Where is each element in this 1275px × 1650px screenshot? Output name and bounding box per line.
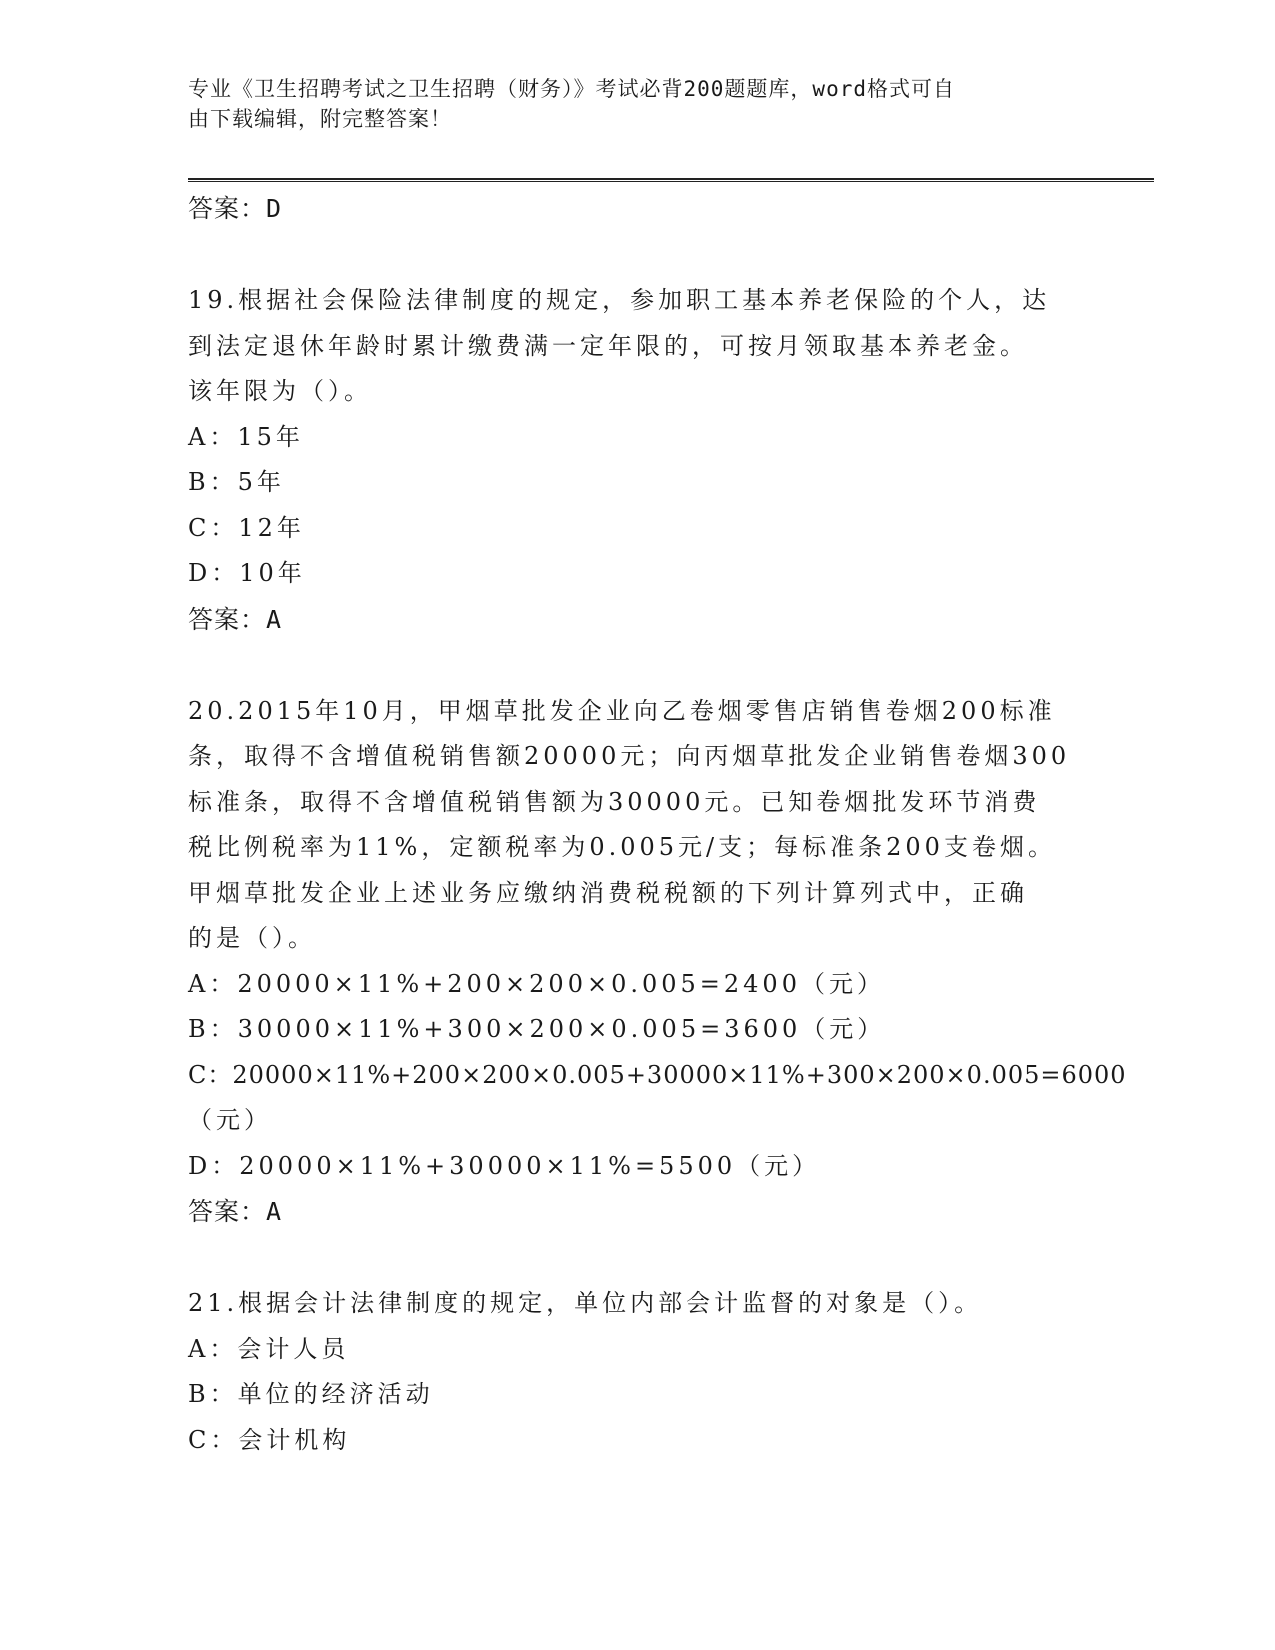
question-text-line: 19.根据社会保险法律制度的规定，参加职工基本养老保险的个人，达 [188,286,1051,314]
option-a [188,962,1088,1008]
header-line: 专业《卫生招聘考试之卫生招聘（财务）》考试必背200题题库，word格式可自 [188,77,955,101]
question-text-line: 该年限为（）。 [188,377,372,405]
option-text: C：会计机构 [188,1425,351,1454]
page-header [188,74,1068,134]
spacer [188,1235,1088,1281]
option-text-continued: （元） [188,1106,272,1134]
question-19 [188,278,1088,415]
option-text: B：单位的经济活动 [188,1380,434,1408]
question-20 [188,689,1088,962]
option-d [188,551,1088,597]
document-body [188,186,1127,1463]
spacer [188,643,1088,689]
option-b [188,1372,1088,1418]
option-text: C：12年 [188,513,305,542]
option-b [188,460,1088,506]
option-text: B：30000×11%+300×200×0.005=3600（元） [188,1015,886,1043]
answer-label: 答案：A [188,604,283,634]
option-text: B：5年 [188,468,285,496]
question-text-line: 21.根据会计法律制度的规定，单位内部会计监督的对象是（）。 [188,1289,983,1317]
option-text: C：20000×11%+200×200×0.005+30000×11%+300×200×0.005=6000 [188,1060,1127,1089]
answer-label: 答案：D [188,194,283,223]
answer-label: 答案：A [188,1197,283,1226]
option-d [188,1144,1088,1190]
option-text: A：15年 [188,422,304,451]
option-c [188,1418,1088,1464]
question-text-line: 条，取得不含增值税销售额20000元；向丙烟草批发企业销售卷烟300 [188,742,1071,770]
option-text: A：会计人员 [188,1334,350,1363]
header-divider [188,178,1154,182]
question-text-line: 到法定退休年龄时累计缴费满一定年限的，可按月领取基本养老金。 [188,331,1028,360]
option-a [188,415,1088,461]
question-text-line: 的是（）。 [188,924,316,952]
question-text-line: 20.2015年10月，甲烟草批发企业向乙卷烟零售店销售卷烟200标准 [188,696,1056,725]
option-text: D：20000×11%+30000×11%=5500（元） [188,1151,821,1180]
header-line: 由下载编辑，附完整答案！ [188,107,452,131]
question-text-line: 甲烟草批发企业上述业务应缴纳消费税税额的下列计算列式中，正确 [188,878,1028,907]
option-c [188,1053,1127,1144]
question-text-line: 标准条，取得不含增值税销售额为30000元。已知卷烟批发环节消费 [188,787,1041,816]
option-c [188,506,1088,552]
option-a [188,1327,1088,1373]
option-text: D：10年 [188,559,306,587]
question-text-line: 税比例税率为11%，定额税率为0.005元/支；每标准条200支卷烟。 [188,833,1056,861]
question-21 [188,1281,1088,1327]
option-text: A：20000×11%+200×200×0.005=2400（元） [188,969,885,998]
option-b [188,1007,1088,1053]
spacer [188,232,1088,278]
